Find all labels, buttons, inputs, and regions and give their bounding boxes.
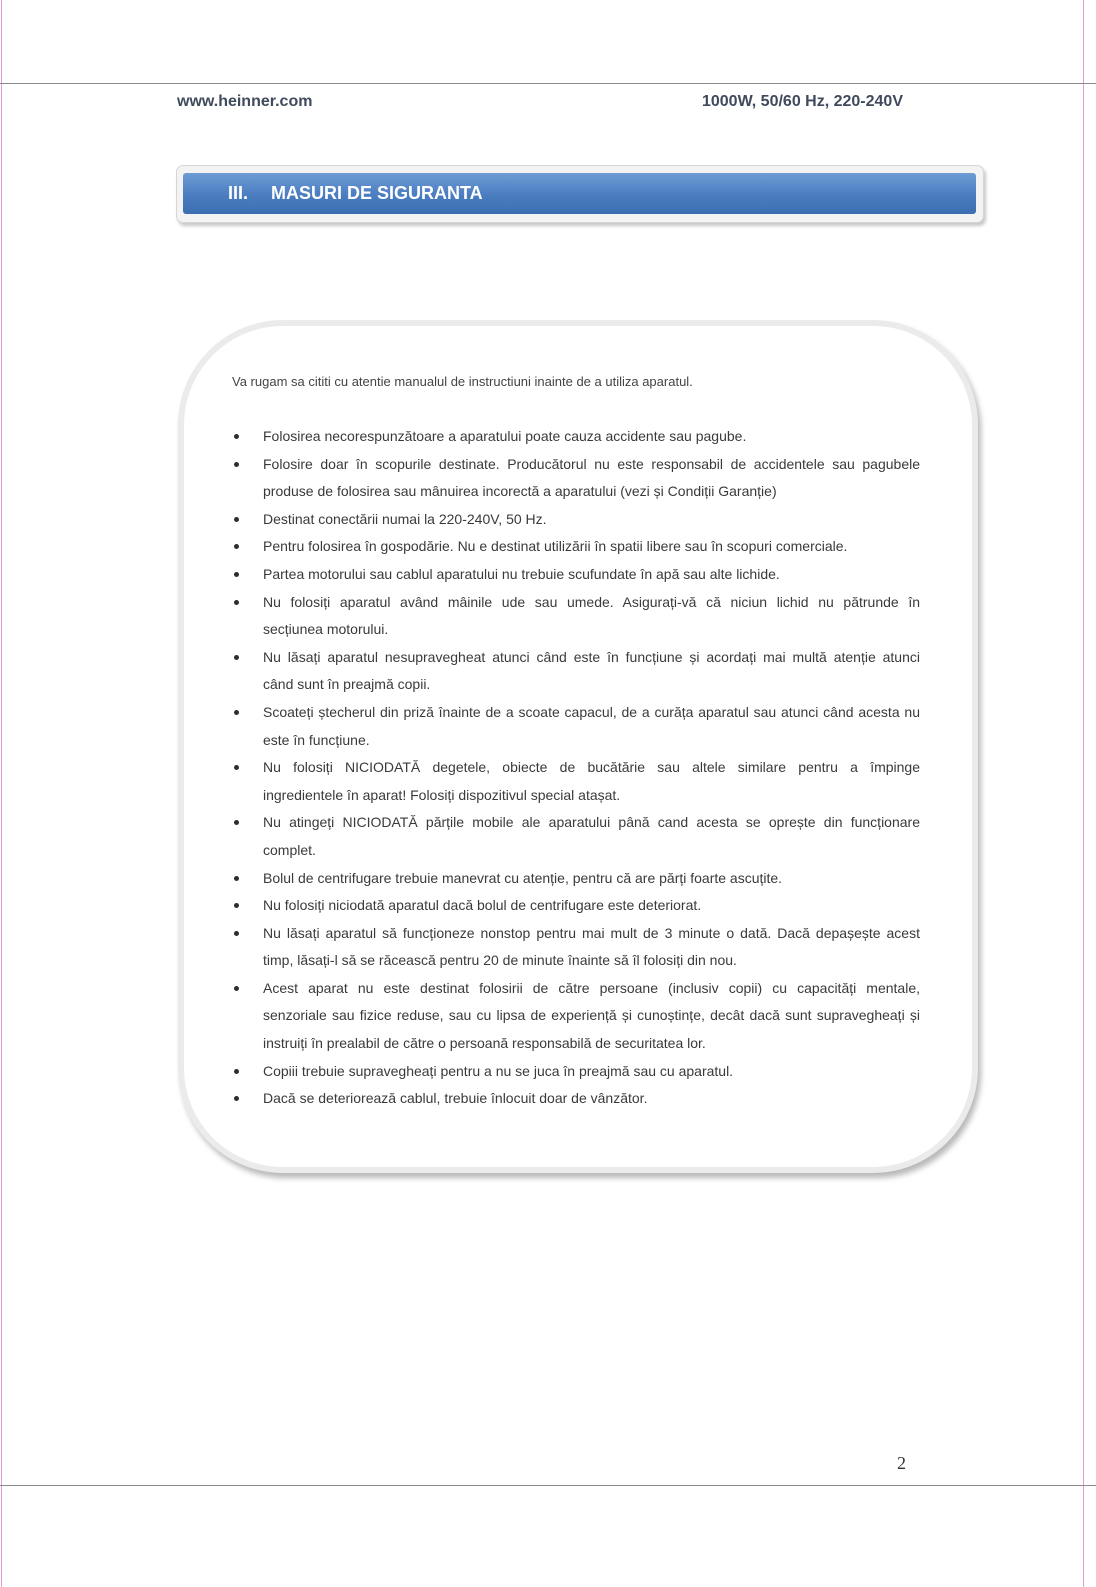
bullet-icon xyxy=(234,544,239,549)
list-item-text: complet. xyxy=(263,841,316,858)
bullet-icon xyxy=(234,600,239,605)
list-item xyxy=(0,561,1096,589)
list-item-text: Nu lăsați aparatul nesupravegheat atunci când este în funcțiune și acordați mai multă atenție atunci xyxy=(263,648,920,665)
bullet-icon xyxy=(234,820,239,825)
list-item-text: Copiii trebuie supravegheați pentru a nu se juca în preajmă sau cu aparatul. xyxy=(263,1062,734,1079)
list-item-text: Folosirea necorespunzătoare a aparatului poate cauza accidente sau pagube. xyxy=(263,428,747,444)
bullet-icon xyxy=(234,710,239,715)
bullet-icon xyxy=(234,655,239,660)
header-website: www.heinner.com xyxy=(177,93,313,110)
list-item xyxy=(0,920,1096,975)
list-item xyxy=(0,506,1096,534)
list-item xyxy=(0,754,1096,809)
list-item-text: Bolul de centrifugare trebuie manevrat cu atenție, pentru că are părți foarte ascuțite. xyxy=(263,869,783,886)
page-number: 2 xyxy=(897,1453,906,1473)
bullet-icon xyxy=(234,434,239,439)
bullet-icon xyxy=(234,1069,239,1074)
header-specs: 1000W, 50/60 Hz, 220-240V xyxy=(701,93,903,110)
bullet-icon xyxy=(234,572,239,577)
bullet-icon xyxy=(234,517,239,522)
safety-intro: Va rugam sa cititi cu atentie manualul de instructiuni inainte de a utiliza aparatul. xyxy=(232,374,693,389)
list-item xyxy=(0,865,1096,893)
list-item-text: este în funcțiune. xyxy=(263,731,370,748)
bullet-icon xyxy=(234,931,239,936)
bullet-icon xyxy=(234,1096,239,1101)
list-item-text: Nu atingeți NICIODATĂ părțile mobile ale aparatului până cand acesta se oprește din funcționare xyxy=(263,814,920,831)
list-item xyxy=(0,451,1096,506)
list-item-text: Nu lăsați aparatul să funcționeze nonstop pentru mai mult de 3 minute o dată. Dacă depașește acest xyxy=(263,924,920,941)
list-item-text: Dacă se deteriorează cablul, trebuie înlocuit doar de vânzător. xyxy=(263,1090,648,1107)
header-rule xyxy=(0,83,1096,84)
list-item xyxy=(0,644,1096,699)
list-item-text: Nu folosiți NICIODATĂ degetele, obiecte de bucătărie sau altele similare pentru a împinge xyxy=(263,759,920,776)
list-item-text: secțiunea motorului. xyxy=(263,621,389,638)
bullet-icon xyxy=(234,462,239,467)
list-item xyxy=(0,589,1096,644)
section-title: MASURI DE SIGURANTA xyxy=(271,183,483,203)
list-item-text: Nu folosiți aparatul având mâinile ude sau umede. Asigurați-vă că niciun lichid nu pătrunde în xyxy=(263,593,920,610)
list-item-text: instruiți în prealabil de către o persoană responsabilă de securitatea lor. xyxy=(263,1035,706,1052)
list-item-text: timp, lăsați-l să se răcească pentru 20 de minute înainte să îl folosiți din nou. xyxy=(263,952,737,969)
safety-list xyxy=(0,423,1096,1113)
list-item xyxy=(0,975,1096,1058)
list-item xyxy=(0,809,1096,864)
list-item-text: senzoriale sau fizice reduse, sau cu lipsa de experiență și cunoștințe, decât dacă sunt supravegheați și xyxy=(263,1007,920,1024)
list-item xyxy=(0,533,1096,561)
section-number: III. xyxy=(228,183,249,203)
list-item xyxy=(0,423,1096,451)
bullet-icon xyxy=(234,986,239,991)
list-item-text: Nu folosiți niciodată aparatul dacă bolul de centrifugare este deteriorat. xyxy=(263,897,702,914)
bullet-icon xyxy=(234,903,239,908)
list-item-text: Partea motorului sau cablul aparatului nu trebuie scufundate în apă sau alte lichide. xyxy=(263,565,780,582)
bullet-icon xyxy=(234,765,239,770)
list-item xyxy=(0,892,1096,920)
list-item-text: produse de folosirea sau mânuirea incorectă a aparatului (vezi și Condiții Garanție) xyxy=(263,483,777,500)
list-item-text: când sunt în preajmă copii. xyxy=(263,676,431,693)
bullet-icon xyxy=(234,876,239,881)
list-item-text: Acest aparat nu este destinat folosirii de către persoane (inclusiv copii) cu capacități mentale, xyxy=(263,979,920,996)
list-item-text: Pentru folosirea în gospodărie. Nu e destinat utilizării în spatii libere sau în scopuri comerciale. xyxy=(263,538,848,555)
footer-rule xyxy=(0,1485,1096,1486)
list-item xyxy=(0,699,1096,754)
list-item-text: Destinat conectării numai la 220-240V, 50 Hz. xyxy=(263,510,547,527)
list-item xyxy=(0,1085,1096,1113)
list-item-text: Scoateți ștecherul din priză înainte de a scoate capacul, de a curăța aparatul sau atunci când acesta nu xyxy=(263,703,920,720)
list-item-text: ingredientele în aparat! Folosiți dispozitivul special atașat. xyxy=(263,786,621,803)
list-item xyxy=(0,1058,1096,1086)
list-item-text: Folosire doar în scopurile destinate. Producătorul nu este responsabil de accidentele sau pagubele xyxy=(263,455,920,472)
